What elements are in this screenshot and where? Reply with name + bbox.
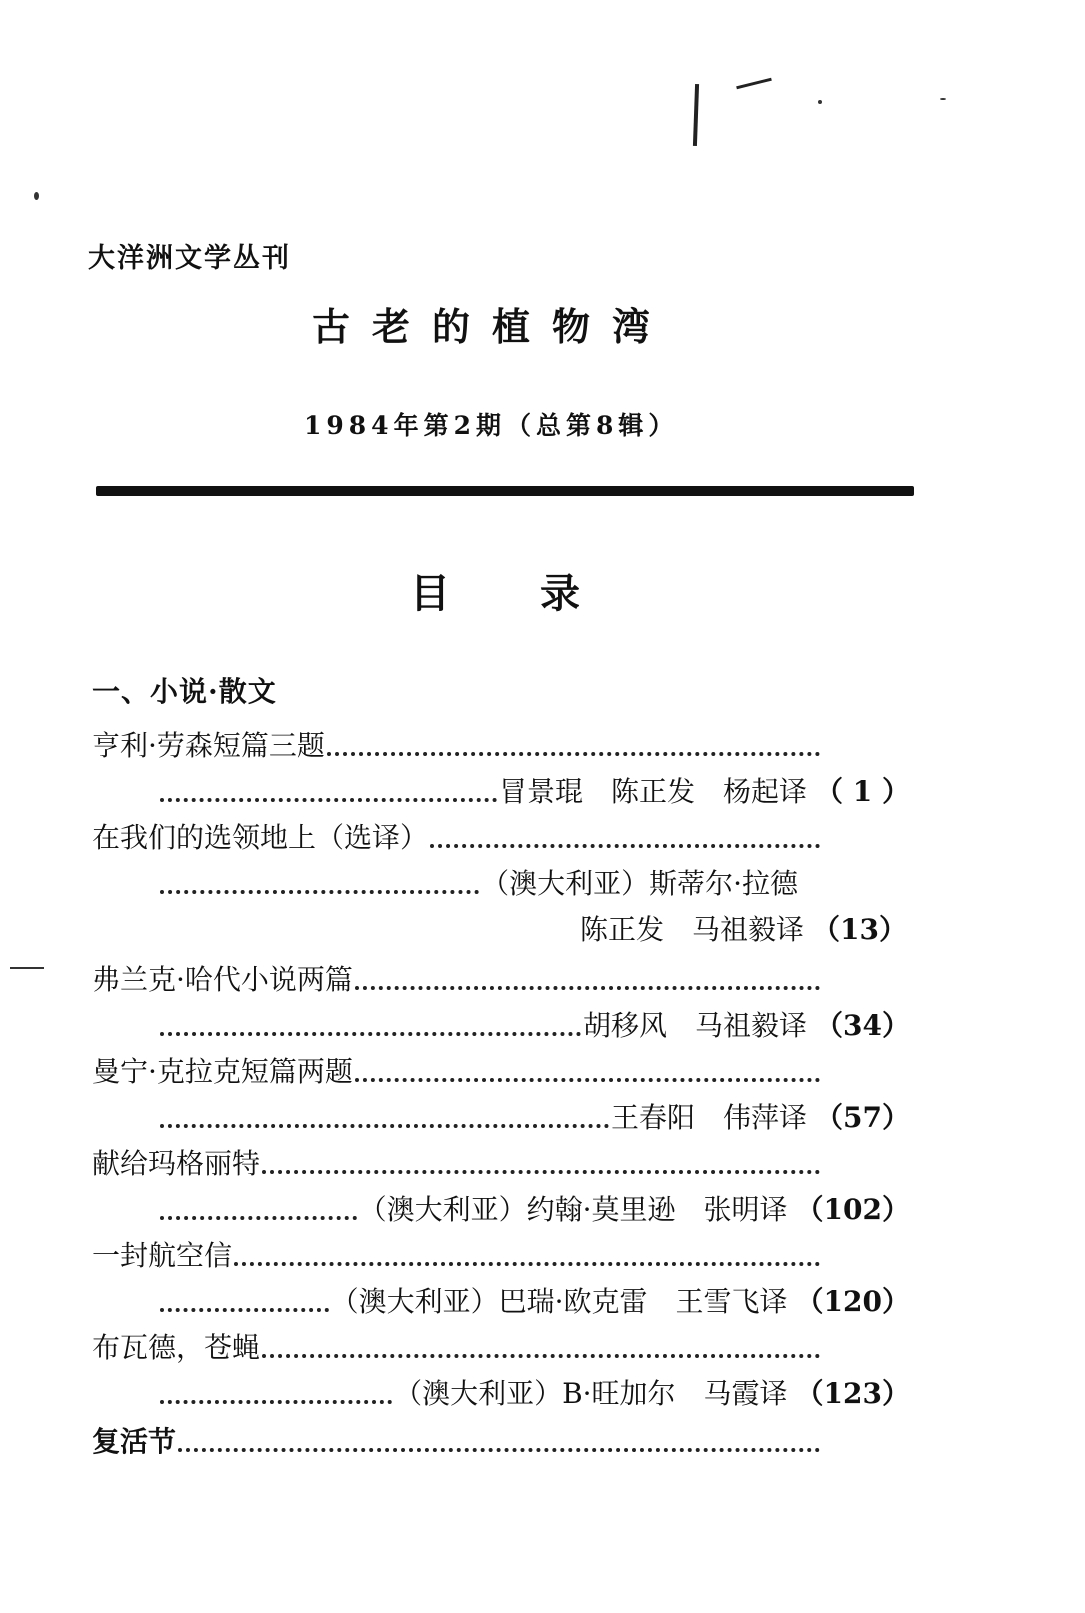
toc-entry-credit: （澳大利亚）B·旺加尔 马霞译 xyxy=(394,1377,788,1410)
toc-entry-translator: 陈正发 马祖毅译 xyxy=(580,913,805,946)
leader-dots xyxy=(234,1262,820,1266)
toc-entry-credit: 胡移风 马祖毅译 xyxy=(583,1009,808,1042)
toc-entry-credit-row xyxy=(158,1188,910,1228)
toc-entry-title-row xyxy=(92,1420,822,1460)
toc-entry-title: 复活节 xyxy=(92,1425,177,1458)
toc-entry-credit-row xyxy=(580,908,910,948)
leader-dots xyxy=(262,1354,820,1358)
scan-speck xyxy=(34,192,39,200)
toc-entry-page: （120） xyxy=(795,1285,910,1318)
toc-entry-credit-row xyxy=(158,1004,910,1044)
scan-mark xyxy=(736,78,772,90)
toc-entry-title-row xyxy=(92,1050,822,1090)
toc-entry-title: 弗兰克·哈代小说两篇 xyxy=(92,963,353,996)
toc-entry-title: 布瓦德，苍蝇 xyxy=(92,1331,261,1364)
toc-entry-page: （34） xyxy=(815,1009,910,1042)
leader-dots xyxy=(178,1448,820,1452)
toc-entry-title: 在我们的选领地上（选译） xyxy=(92,821,429,854)
toc-entry-title-row xyxy=(92,958,822,998)
leader-dots xyxy=(262,1170,820,1174)
issue-number: 1984年第2期（总第8辑） xyxy=(304,411,679,440)
series-name: 大洋洲文学丛刊 xyxy=(88,243,291,274)
leader-dots xyxy=(160,798,497,802)
leader-dots xyxy=(160,890,479,894)
leader-dots xyxy=(160,1032,581,1036)
leader-dots xyxy=(160,1400,392,1404)
leader-dots xyxy=(355,986,820,990)
toc-heading: 目录 xyxy=(410,570,670,617)
toc-entry-credit-row xyxy=(158,862,798,902)
scan-speck xyxy=(818,100,822,104)
scan-speck xyxy=(940,98,946,100)
leader-dots xyxy=(160,1124,609,1128)
section-heading: 一、小说·散文 xyxy=(92,675,277,708)
leader-dots xyxy=(355,1078,820,1082)
toc-entry-title: 一封航空信 xyxy=(92,1239,233,1272)
toc-entry-title: 亨利·劳森短篇三题 xyxy=(92,729,325,762)
toc-entry-credit-row xyxy=(158,1372,910,1412)
toc-entry-title-row xyxy=(92,1326,822,1366)
leader-dots xyxy=(160,1308,329,1312)
toc-entry-credit-row xyxy=(158,1096,910,1136)
toc-entry-page: （57） xyxy=(815,1101,910,1134)
toc-entry-credit: 冒景琨 陈正发 杨起译 xyxy=(499,775,808,808)
toc-entry-title-row xyxy=(92,724,822,764)
header-divider xyxy=(96,486,914,496)
toc-entry-page: （123） xyxy=(795,1377,910,1410)
toc-entry-title-row xyxy=(92,1142,822,1182)
toc-entry-title-row xyxy=(92,1234,822,1274)
toc-entry-page: （102） xyxy=(795,1193,910,1226)
toc-entry-page: （13） xyxy=(812,913,907,946)
toc-entry-title: 曼宁·克拉克短篇两题 xyxy=(92,1055,353,1088)
page-title: 古老的植物湾 xyxy=(312,304,673,349)
toc-entry-title-row xyxy=(92,816,822,856)
toc-entry-credit: （澳大利亚）斯蒂尔·拉德 xyxy=(481,867,798,900)
toc-entry-credit-row xyxy=(158,770,910,810)
toc-entry-credit-row xyxy=(158,1280,910,1320)
toc-entry-credit: （澳大利亚）巴瑞·欧克雷 王雪飞译 xyxy=(330,1285,788,1318)
scan-mark xyxy=(693,84,699,146)
leader-dots xyxy=(327,752,820,756)
leader-dots xyxy=(160,1216,357,1220)
toc-entry-page: （ 1 ） xyxy=(815,775,910,808)
leader-dots xyxy=(430,844,820,848)
toc-entry-credit: （澳大利亚）约翰·莫里逊 张明译 xyxy=(358,1193,788,1226)
toc-entry-credit: 王春阳 伟萍译 xyxy=(611,1101,808,1134)
scan-speck xyxy=(10,967,44,969)
toc-entry-title: 献给玛格丽特 xyxy=(92,1147,261,1180)
